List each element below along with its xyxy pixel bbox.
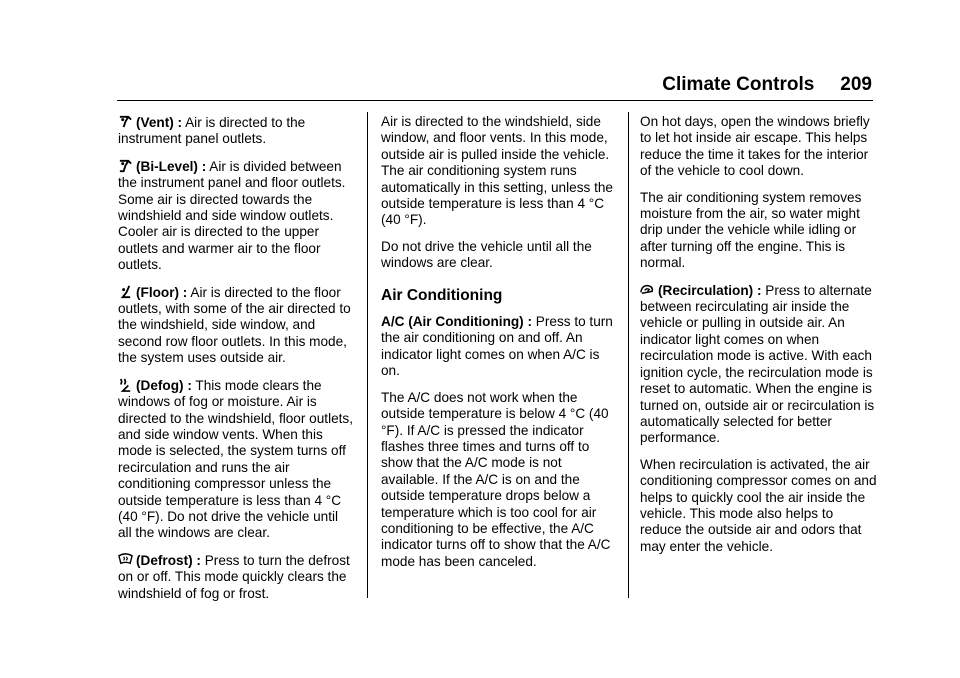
- body-text: Air is directed to the instrument panel outlets.: [118, 115, 306, 147]
- body-text: Press to turn the air conditioning on and off. An indicator light comes on when A/C is on.: [381, 314, 613, 379]
- term: (Bi-Level) :: [136, 158, 207, 174]
- body-text: Press to alternate between recirculating air inside the vehicle or pulling in outside air. An indicator light comes on when recirculation mode is active. With each ignition cycle, the recirculation mode is reset to automatic. When the engine is turned on, outside air or recirculation is automatically selected for better performance.: [640, 282, 875, 446]
- paragraph: On hot days, open the windows briefly to let hot inside air escape. This helps reduce the time it takes for the interior of the vehicle to cool down.: [640, 114, 870, 179]
- paragraph: Air is directed to the windshield, side window, and floor vents. In this mode, outside air is pulled inside the vehicle. The air conditioning system runs automatically in this setting, unless the outside temperature is less than 4 °C (40 °F).: [381, 114, 613, 228]
- section-title: Climate Controls: [662, 74, 815, 95]
- term: (Vent) :: [136, 115, 183, 130]
- paragraph-floor: [118, 284, 355, 367]
- column-2: [381, 114, 618, 580]
- paragraph: Do not drive the vehicle until all the windows are clear.: [381, 238, 592, 271]
- defog-mode-icon: [118, 377, 133, 392]
- paragraph-vent: [118, 114, 355, 148]
- defrost-icon: [118, 552, 133, 567]
- paragraph-defog: [118, 377, 355, 542]
- column-3: [640, 114, 877, 565]
- paragraph-defrost: [118, 552, 355, 602]
- header-rule: [117, 100, 873, 101]
- paragraph: When recirculation is activated, the air conditioning compressor comes on and helps to quickly cool the air inside the vehicle. This mode also helps to reduce the outside air and odors that may enter the vehicle.: [640, 456, 877, 554]
- page-number: 209: [840, 74, 872, 95]
- term: (Recirculation) :: [658, 282, 762, 298]
- column-divider: [628, 112, 629, 598]
- body-text: Air is directed to the floor outlets, with some of the air directed to the windshield, side window, and second row floor outlets. In this mode, the system uses outside air.: [118, 284, 351, 366]
- vent-mode-icon: [118, 114, 133, 129]
- term: (Floor) :: [136, 284, 188, 300]
- section-heading: Air Conditioning: [381, 286, 503, 304]
- bi-level-mode-icon: [118, 158, 133, 173]
- body-text: Air is divided between the instrument panel and floor outlets. Some air is directed towards the windshield and side window outlets. Cooler air is directed to the upper outlets and warmer air to the floor outlets.: [118, 158, 346, 273]
- page-header: [662, 74, 872, 96]
- body-text: This mode clears the windows of fog or moisture. Air is directed to the windshield, floor outlets, and side window vents. When this mode is selected, the system turns off recirculation and runs the air conditioning compressor unless the outside temperature is less than 4 °C (40 °F). Do not drive the vehicle until all the windows are clear.: [118, 377, 354, 541]
- column-divider: [367, 112, 368, 598]
- body-text: Press to turn the defrost on or off. This mode quickly clears the windshield of fog or frost.: [118, 552, 350, 601]
- column-1: [118, 114, 355, 612]
- term: A/C (Air Conditioning) :: [381, 314, 533, 330]
- paragraph-recirculation: [640, 282, 877, 447]
- paragraph: The air conditioning system removes moisture from the air, so water might drip under the vehicle while idling or after turning off the engine. This is normal.: [640, 189, 862, 271]
- paragraph-bi-level: [118, 158, 355, 274]
- paragraph-ac: [381, 314, 618, 380]
- recirculation-icon: [640, 282, 655, 297]
- term: (Defrost) :: [136, 552, 201, 568]
- paragraph: The A/C does not work when the outside temperature is below 4 °C (40 °F). If A/C is pressed the indicator flashes three times and turns off to show that the A/C mode is not available. If the A/C is on and the outside temperature drops below a temperature which is too cool for air conditioning to be effective, the A/C indicator turns off to show that the A/C mode has been canceled.: [381, 389, 611, 569]
- floor-mode-icon: [118, 284, 133, 299]
- term: (Defog) :: [136, 377, 192, 393]
